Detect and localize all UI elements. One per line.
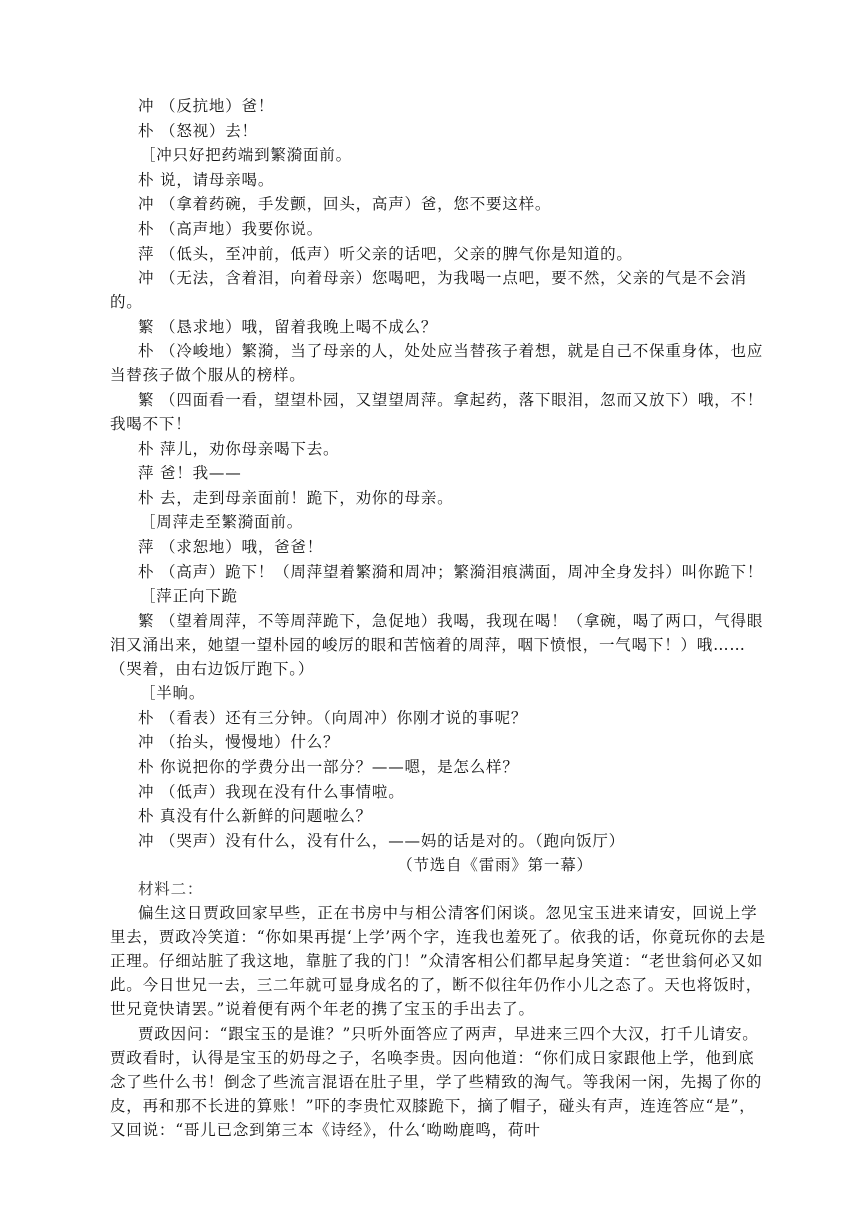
script-line: 朴 （高声地）我要你说。 (138, 219, 324, 238)
script-line: 朴 （怒视）去！ (138, 121, 258, 140)
script-line: 朴 真没有什么新鲜的问题啦么？ (138, 807, 372, 826)
material-paragraph: 偏生这日贾政回家早些，正在书房中与相公清客们闲谈。忽见宝玉进来请安，回说上学里去，贾政冷笑道：“你如果再提‘上学’两个字，连我也羞死了。依我的话，你竟玩你的去是正理。仔细站脏了我这地，靠脏了我的门！”众清客相公们都早起身笑道：“老世翁何必又如此。今日世兄一去，三二年就可显身成名的了，断不似往年仍作小儿之态了。天也将饭时，世兄竟快请罢。”说着便有两个年老的携了宝玉的手出去了。 (110, 904, 766, 1019)
material-label: 材料二： (138, 880, 204, 899)
script-line: 朴 （冷峻地）繁漪，当了母亲的人，处处应当替孩子着想，就是自己不保重身体，也应当替孩子做个服从的榜样。 (110, 342, 764, 385)
material-paragraph: 贾政因问：“跟宝玉的是谁？”只听外面答应了两声，早进来三四个大汉，打千儿请安。贾政看时，认得是宝玉的奶母之子，名唤李贵。因向他道：“你们成日家跟他上学，他到底念了些什么书！倒念了些流言混语在肚子里，学了些精致的淘气。等我闲一闲，先揭了你的皮，再和那不长进的算账！”吓的李贵忙双膝跪下，摘了帽子，碰头有声，连连答应“是”，又回说：“哥儿已念到第三本《诗经》，什么‘呦呦鹿鸣，荷叶 (110, 1025, 763, 1140)
script-line: 萍 爸！我—— (138, 464, 242, 483)
script-line: 冲 （低声）我现在没有什么事情啦。 (138, 782, 405, 801)
document-page (110, 94, 770, 1143)
script-line: 朴 说，请母亲喝。 (138, 170, 275, 189)
script-line: 朴 去，走到母亲面前！跪下，劝你的母亲。 (138, 488, 454, 507)
script-line: 冲 （抬头，慢慢地）什么？ (138, 733, 340, 752)
script-line: 冲 （反抗地）爸！ (138, 97, 275, 115)
stage-direction: ［半晌。 (140, 684, 206, 703)
stage-direction: ［冲只好把药端到繁漪面前。 (140, 146, 352, 165)
script-line: 繁 （四面看一看，望望朴园，又望望周萍。拿起药，落下眼泪，忽而又放下）哦，不！我喝不下！ (110, 390, 764, 433)
script-line: 冲 （无法，含着泪，向着母亲）您喝吧，为我喝一点吧，要不然，父亲的气是不会消的。 (110, 269, 747, 312)
script-line: 朴 （看表）还有三分钟。（向周冲）你刚才说的事呢？ (138, 708, 528, 727)
script-line: 朴 你说把你的学费分出一部分？——嗯，是怎么样？ (138, 758, 519, 777)
script-line: 繁 （望着周萍，不等周萍跪下，急促地）我喝，我现在喝！（拿碗，喝了两口，气得眼泪又涌出来，她望一望朴园的峻厉的眼和苦恼着的周萍，咽下愤恨，一气喝下！）哦……（哭着，由右边饭厅跑下。） (110, 611, 764, 678)
play-excerpt (110, 94, 770, 853)
script-line: 萍 （求恕地）哦，爸爸！ (138, 537, 324, 556)
script-line: 朴 萍儿，劝你母亲喝下去。 (138, 439, 340, 458)
script-line: 萍 （低头，至冲前，低声）听父亲的话吧，父亲的脾气你是知道的。 (138, 244, 633, 263)
source-citation: （节选自《雷雨》第一幕） (397, 856, 593, 875)
script-line: 冲 （拿着药碗，手发颤，回头，高声）爸，您不要这样。 (138, 195, 552, 214)
script-line: 冲 （哭声）没有什么，没有什么，——妈的话是对的。（跑向饭厅） (138, 831, 625, 850)
material-two (110, 901, 770, 1142)
script-line: 朴 （高声）跪下！（周萍望着繁漪和周冲；繁漪泪痕满面，周冲全身发抖）叫你跪下！ (138, 562, 764, 581)
stage-direction: ［萍正向下跪 (140, 587, 238, 606)
stage-direction: ［周萍走至繁漪面前。 (140, 513, 304, 532)
script-line: 繁 （恳求地）哦，留着我晚上喝不成么？ (138, 317, 438, 336)
